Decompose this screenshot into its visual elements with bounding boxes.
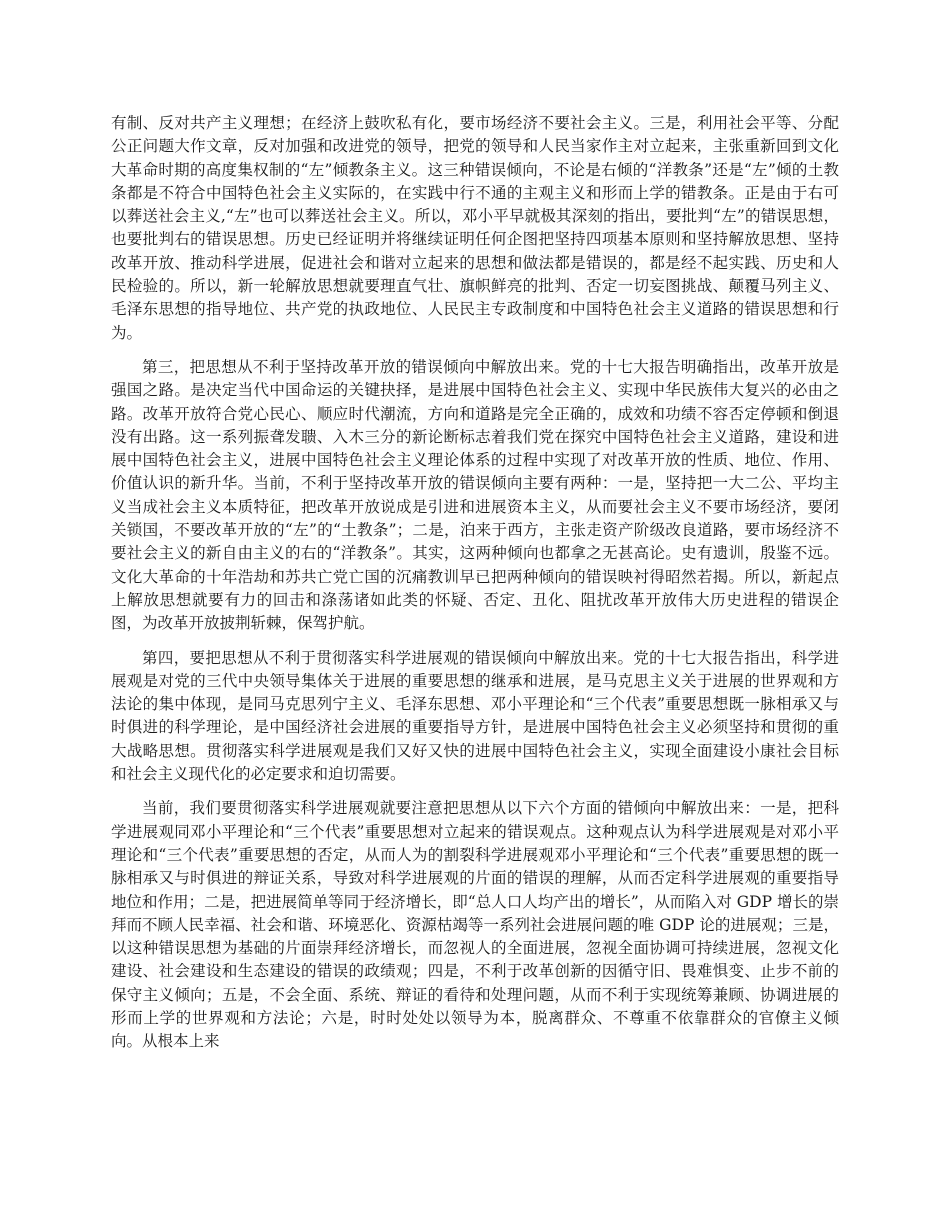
paragraph-third-point: 第三，把思想从不利于坚持改革开放的错误倾向中解放出来。党的十七大报告明确指出，改革开放是强国之路。是决定当代中国命运的关键抉择，是进展中国特色社会主义、实现中华民族伟大复兴的必由之路。改革开放符合党心民心、顺应时代潮流，方向和道路是完全正确的，成效和功绩不容否定停顿和倒退没有出路。这一系列振聋发聩、入木三分的新论断标志着我们党在探究中国特色社会主义道路，建设和进展中国特色社会主义，进展中国特色社会主义理论体系的过程中实现了对改革开放的性质、地位、作用、价值认识的新升华。当前，不利于坚持改革开放的错误倾向主要有两种：一是，坚持把一大二公、平均主义当成社会主义本质特征，把改革开放说成是引进和进展资本主义，从而要社会主义不要市场经济，要闭关锁国，不要改革开放的“左”的“土教条”；二是，泊来于西方，主张走资产阶级改良道路，要市场经济不要社会主义的新自由主义的右的“洋教条”。其实，这两种倾向也都拿之无甚高论。史有遗训，殷鉴不远。文化大革命的十年浩劫和苏共亡党亡国的沉痛教训早已把两种倾向的错误映衬得昭然若揭。所以，新起点上解放思想就要有力的回击和涤荡诸如此类的怀疑、否定、丑化、阻扰改革开放伟大历史进程的错误企图，为改革开放披荆斩棘，保驾护航。 <box>111 357 839 633</box>
paragraph-continued: 有制、反对共产主义理想；在经济上鼓吹私有化，要市场经济不要社会主义。三是，利用社会平等、分配公正问题大作文章，反对加强和改进党的领导，把党的领导和人民当家作主对立起来，主张重新回到文化大革命时期的高度集权制的“左”倾教条主义。这三种错误倾向，不论是右倾的“洋教条”还是“左”倾的土教条都是不符合中国特色社会主义实际的，在实践中行不通的主观主义和形而上学的错教条。正是由于右可以葬送社会主义,“左”也可以葬送社会主义。所以，邓小平早就极其深刻的指出，要批判“左”的错误思想，也要批判右的错误思想。历史已经证明并将继续证明任何企图把坚持四项基本原则和坚持解放思想、坚持改革开放、推动科学进展，促进社会和谐对立起来的思想和做法都是错误的，都是经不起实践、历史和人民检验的。所以，新一轮解放思想就要理直气壮、旗帜鲜亮的批判、否定一切妄图挑战、颠覆马列主义、毛泽东思想的指导地位、共产党的执政地位、人民民主专政制度和中国特色社会主义道路的错误思想和行为。 <box>111 114 839 342</box>
paragraph-six-aspects: 当前，我们要贯彻落实科学进展观就要注意把思想从以下六个方面的错倾向中解放出来：一是，把科学进展观同邓小平理论和“三个代表”重要思想对立起来的错误观点。这种观点认为科学进展观是对邓小平理论和“三个代表”重要思想的否定，从而人为的割裂科学进展观邓小平理论和“三个代表”重要思想的既一脉相承又与时俱进的辩证关系，导致对科学进展观的片面的错误的理解，从而否定科学进展观的重要指导地位和作用；二是，把进展简单等同于经济增长，即“总人口人均产出的增长”，从而陷入对 GDP 增长的崇拜而不顾人民幸福、社会和谐、环境恶化、资源枯竭等一系列社会进展问题的唯 GDP 论的进展观；三是，以这种错误思想为基础的片面崇拜经济增长，而忽视人的全面进展，忽视全面协调可持续进展，忽视文化建设、社会建设和生态建设的错误的政绩观；四是，不利于改革创新的因循守旧、畏难惧变、止步不前的保守主义倾向；五是，不会全面、系统、辩证的看待和处理问题，从而不利于实现统筹兼顾、协调进展的形而上学的世界观和方法论；六是，时时处处以领导为本，脱离群众、不尊重不依靠群众的官僚主义倾向。从根本上来 <box>111 799 839 1051</box>
paragraph-fourth-point: 第四，要把思想从不利于贯彻落实科学进展观的错误倾向中解放出来。党的十七大报告指出，科学进展观是对党的三代中央领导集体关于进展的重要思想的继承和进展，是马克思主义关于进展的世界观和方法论的集中体现，是同马克思列宁主义、毛泽东思想、邓小平理论和“三个代表”重要思想既一脉相承又与时俱进的科学理论，是中国经济社会进展的重要指导方针，是进展中国特色社会主义必须坚持和贯彻的重大战略思想。贯彻落实科学进展观是我们又好又快的进展中国特色社会主义，实现全面建设小康社会目标和社会主义现代化的必定要求和迫切需要。 <box>111 648 839 784</box>
document-body <box>111 112 839 1065</box>
